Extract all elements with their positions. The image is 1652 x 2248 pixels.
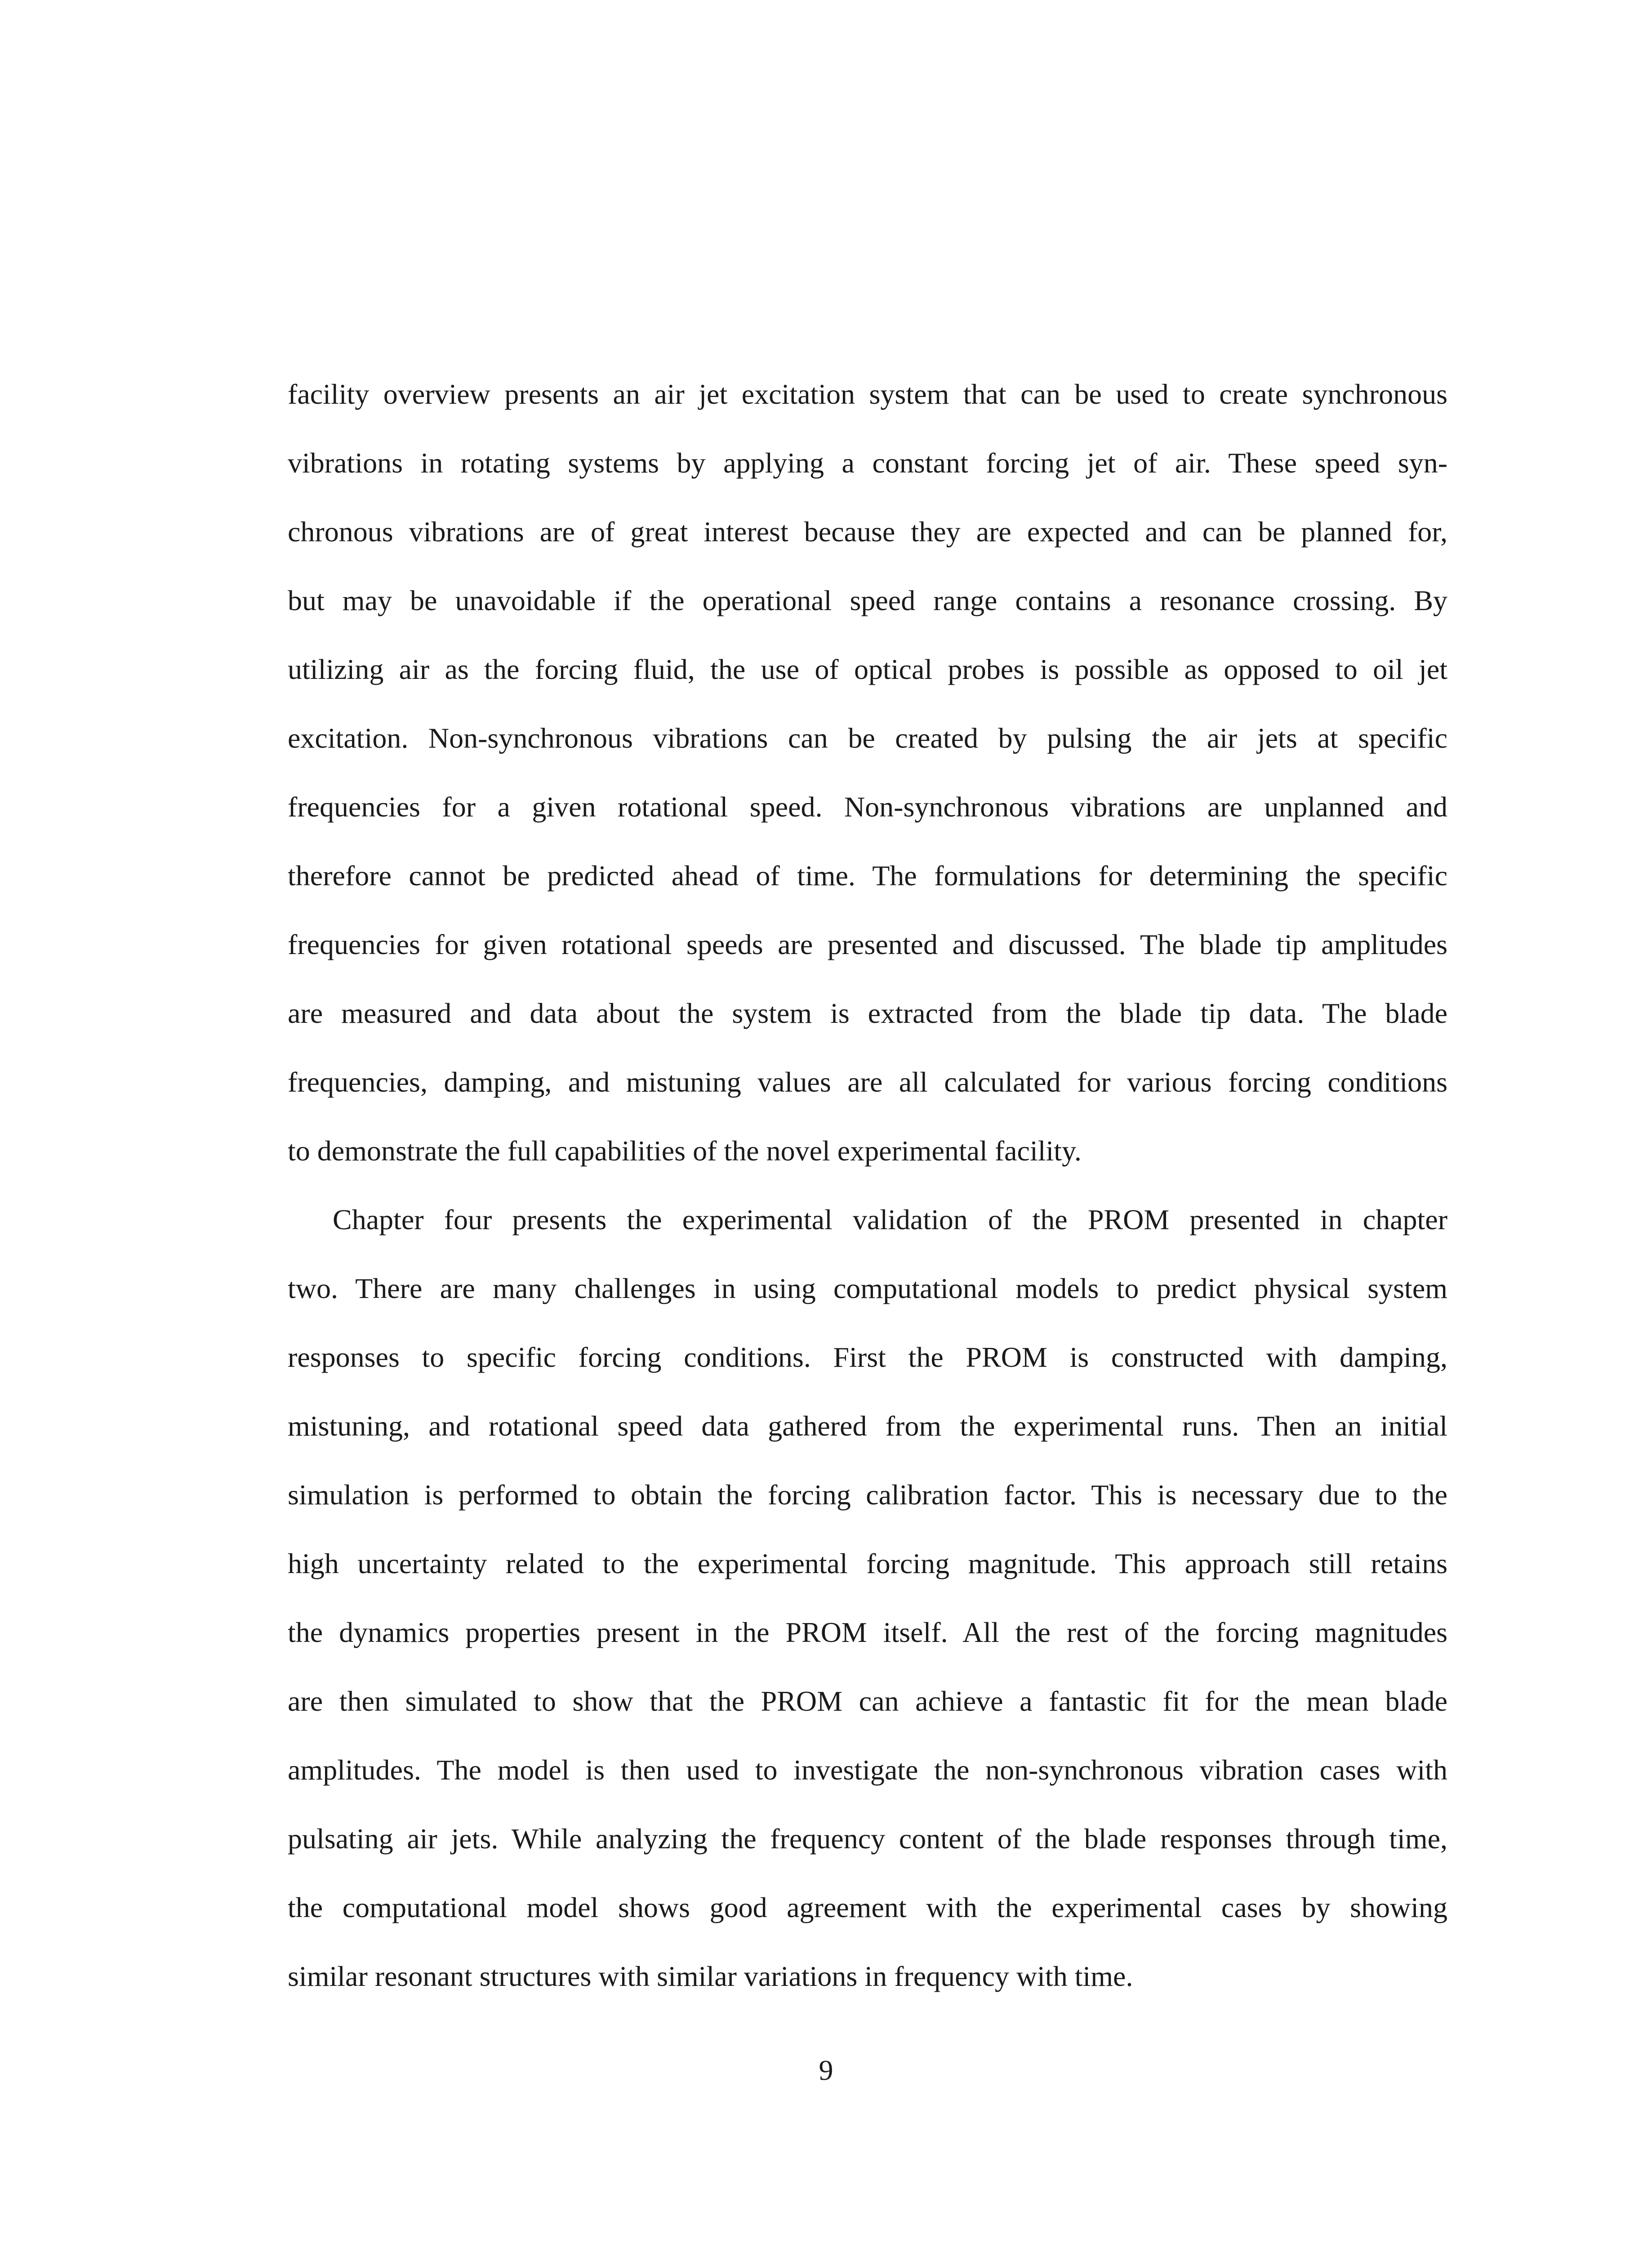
text-line: facility overview presents an air jet excitation system that can be used to create synchronous [288, 378, 1447, 410]
text-line: chronous vibrations are of great interest because they are expected and can be planned for, [288, 516, 1447, 548]
text-line: excitation. Non-synchronous vibrations can be created by pulsing the air jets at specific [288, 722, 1447, 754]
text-line: the computational model shows good agreement with the experimental cases by showing [288, 1891, 1447, 1923]
text-line: pulsating air jets. While analyzing the frequency content of the blade responses through time, [288, 1823, 1447, 1855]
text-line: frequencies for a given rotational speed. Non-synchronous vibrations are unplanned and [288, 791, 1447, 823]
text-line: the dynamics properties present in the PROM itself. All the rest of the forcing magnitudes [288, 1616, 1447, 1648]
text-line: high uncertainty related to the experimental forcing magnitude. This approach still retains [288, 1548, 1447, 1579]
text-line: vibrations in rotating systems by applying a constant forcing jet of air. These speed syn- [288, 447, 1447, 479]
text-line: but may be unavoidable if the operational speed range contains a resonance crossing. By [288, 584, 1447, 616]
text-line: Chapter four presents the experimental validation of the PROM presented in chapter [333, 1204, 1447, 1236]
text-line: mistuning, and rotational speed data gathered from the experimental runs. Then an initial [288, 1410, 1447, 1442]
text-line: two. There are many challenges in using computational models to predict physical system [288, 1272, 1447, 1304]
text-line: therefore cannot be predicted ahead of time. The formulations for determining the specific [288, 860, 1447, 892]
text-line: amplitudes. The model is then used to investigate the non-synchronous vibration cases with [288, 1754, 1447, 1786]
body-text [288, 360, 1447, 2011]
paragraph-1 [288, 360, 1447, 1185]
text-line: similar resonant structures with similar variations in frequency with time. [288, 1960, 1133, 1992]
paragraph-2 [288, 1185, 1447, 2011]
text-line: responses to specific forcing conditions. First the PROM is constructed with damping, [288, 1341, 1447, 1373]
text-line: to demonstrate the full capabilities of the novel experimental facility. [288, 1135, 1082, 1167]
text-line: frequencies for given rotational speeds are presented and discussed. The blade tip amplitudes [288, 928, 1447, 960]
page-number: 9 [819, 2054, 833, 2086]
text-line: are measured and data about the system is extracted from the blade tip data. The blade [288, 997, 1447, 1029]
text-line: simulation is performed to obtain the forcing calibration factor. This is necessary due to the [288, 1479, 1447, 1511]
text-line: utilizing air as the forcing fluid, the use of optical probes is possible as opposed to oil jet [288, 653, 1447, 685]
text-line: frequencies, damping, and mistuning values are all calculated for various forcing conditions [288, 1066, 1447, 1098]
text-line: are then simulated to show that the PROM can achieve a fantastic fit for the mean blade [288, 1685, 1447, 1717]
